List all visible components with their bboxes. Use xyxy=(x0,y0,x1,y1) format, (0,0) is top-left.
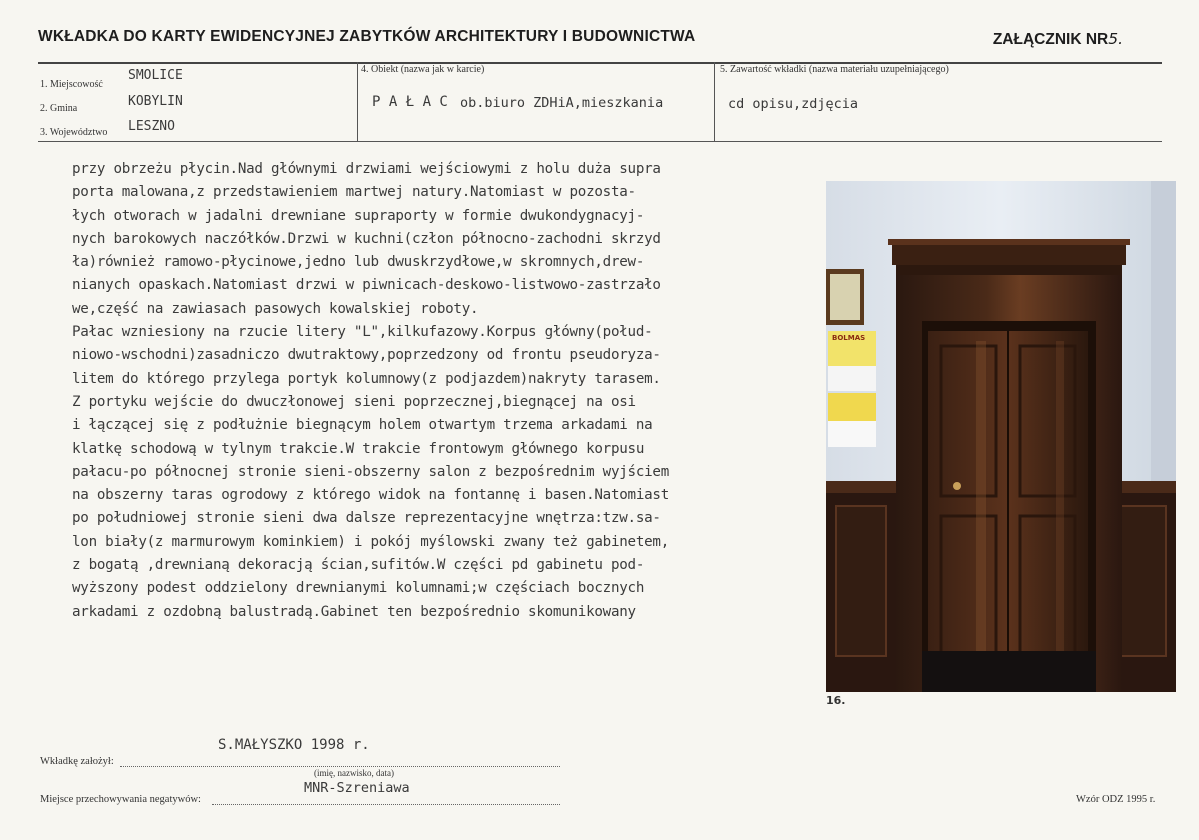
description-line: Z portyku wejście do dwuczłonowej sieni poprzecznej,biegnącej na osi xyxy=(72,393,636,410)
annex-number: 5. xyxy=(1108,30,1123,48)
description-line: łych otworach w jadalni drewniane supraporty w formie dwukondygnacyj- xyxy=(72,207,645,224)
miejscowosc-value: SMOLICE xyxy=(128,68,183,83)
description-line: ła)również ramowo-płycinowe,jedno lub dwuskrzydłowe,w skromnych,drew- xyxy=(72,254,645,271)
author-hint: (imię, nazwisko, data) xyxy=(314,768,394,778)
door-photo xyxy=(826,181,1176,692)
description-line: przy obrzeżu płycin.Nad głównymi drzwiami wejściowymi z holu duża supra xyxy=(72,161,661,177)
wojewodztwo-label: 3. Województwo xyxy=(40,127,108,138)
annex-label-text: ZAŁĄCZNIK NR xyxy=(992,31,1109,48)
description-line: z bogatą ,drewnianą dekoracją ścian,sufitów.W części pd gabinetu pod- xyxy=(72,557,645,574)
description-line: lon biały(z marmurowym kominkiem) i pokój myślowski zwany też gabinetem, xyxy=(72,533,669,550)
zawartosc-value: cd opisu,zdjęcia xyxy=(728,96,859,112)
table-divider-1 xyxy=(357,62,358,142)
gmina-label: 2. Gmina xyxy=(40,103,78,114)
author-value: S.MAŁYSZKO 1998 r. xyxy=(218,737,370,753)
zawartosc-label: 5. Zawartość wkładki (nazwa materiału uzupełniającego) xyxy=(720,64,949,75)
description-line: niowo-wschodni)zasadniczo dwutraktowy,poprzedzony od frontu pseudoryza- xyxy=(72,347,661,364)
negatives-value: MNR-Szreniawa xyxy=(304,780,410,796)
description-line: na obszerny taras ogrodowy z którego widok na fontannę i basen.Natomiast xyxy=(72,487,669,504)
negatives-line xyxy=(212,804,560,805)
table-bottom-border xyxy=(38,141,1162,142)
obiekt-label: 4. Obiekt (nazwa jak w karcie) xyxy=(361,64,485,75)
table-top-border xyxy=(38,62,1162,64)
author-line xyxy=(120,766,560,767)
description-line: nych barokowych naczółków.Drzwi w kuchni(człon północno-zachodni skrzyd xyxy=(72,230,661,247)
obiekt-value: ob.biuro ZDHiA,mieszkania xyxy=(460,95,664,111)
calendar-label: BOLMAS xyxy=(832,334,866,342)
annex-label xyxy=(993,30,1123,49)
table-divider-2 xyxy=(714,62,715,142)
obiekt-value-name: P A Ł A C xyxy=(372,94,448,110)
description-line: nianych opaskach.Natomiast drzwi w piwnicach-deskowo-listwowo-zastrzało xyxy=(72,277,661,294)
description-text xyxy=(72,158,812,624)
miejscowosc-label: 1. Miejscowość xyxy=(40,79,103,90)
photo-caption: 16. xyxy=(826,694,846,707)
description-line: we,część na zawiasach pasowych kowalskiej roboty. xyxy=(72,300,479,317)
description-line: klatkę schodową w tylnym trakcie.W trakcie frontowym głównego korpusu xyxy=(72,440,645,457)
gmina-value: KOBYLIN xyxy=(128,94,183,109)
wojewodztwo-value: LESZNO xyxy=(128,119,175,134)
description-line: arkadami z ozdobną balustradą.Gabinet ten bezpośrednio skomunikowany xyxy=(72,603,636,620)
form-reference: Wzór ODZ 1995 r. xyxy=(1076,794,1156,805)
description-line: i łączącej się z podłużnie biegnącym holem otwartym trzema arkadami na xyxy=(72,417,653,434)
description-line: pałacu-po północnej stronie sieni-obszerny salon z bezpośrednim wyjściem xyxy=(72,463,669,480)
description-line: po południowej stronie sieni dwa dalsze reprezentacyjne wnętrza:tzw.sa- xyxy=(72,510,661,527)
description-line: porta malowana,z przedstawieniem martwej natury.Natomiast w pozosta- xyxy=(72,184,636,201)
door-photo-drawing xyxy=(826,181,1176,692)
author-label: Wkładkę założył: xyxy=(40,756,114,767)
description-line: litem do którego przylega portyk kolumnowy(z podjazdem)nakryty tarasem. xyxy=(72,370,661,387)
negatives-label: Miejsce przechowywania negatywów: xyxy=(40,794,201,805)
description-line: Pałac wzniesiony na rzucie litery "L",kilkufazowy.Korpus główny(połud- xyxy=(72,324,653,341)
sheet-title: WKŁADKA DO KARTY EWIDENCYJNEJ ZABYTKÓW ARCHITEKTURY I BUDOWNICTWA xyxy=(38,28,696,45)
description-line: wyższony podest oddzielony drewnianymi kolumnami;w częściach bocznych xyxy=(72,580,645,597)
